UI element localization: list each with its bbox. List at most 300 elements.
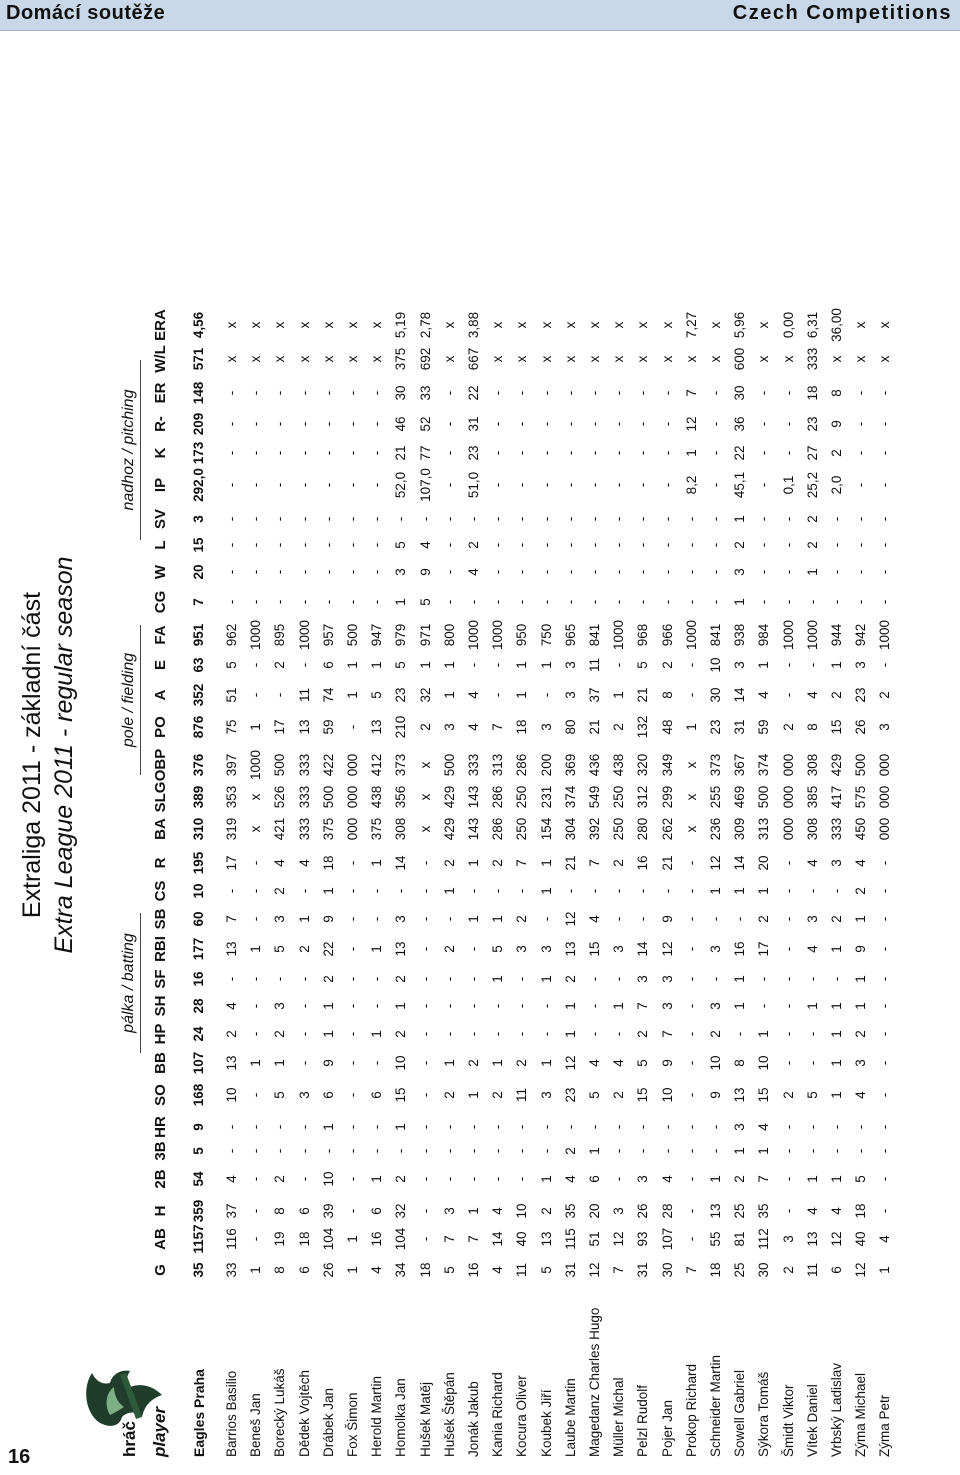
stat-cell: - [345, 516, 360, 522]
stat-cell: - [683, 1031, 699, 1037]
stat-cell: - [345, 1176, 360, 1182]
stat-cell: - [248, 542, 264, 548]
stat-cell: 549 [587, 785, 602, 809]
stat-cell: - [296, 599, 312, 605]
column-header: 3B [152, 1141, 169, 1161]
stat-cell: 2 [853, 887, 869, 895]
stat-cell: - [490, 569, 506, 575]
stat-cell: - [853, 599, 869, 605]
stat-cell: - [490, 1003, 506, 1009]
column-header: ERA [152, 309, 169, 341]
stat-cell: - [756, 976, 772, 982]
stat-cell: 132 [635, 715, 651, 739]
stat-cell: 3 [708, 1002, 723, 1010]
stat-cell: 14 [490, 1231, 506, 1247]
stat-cell: 1 [538, 859, 554, 867]
stat-cell: - [659, 599, 675, 605]
stat-cell: x [417, 825, 433, 833]
stat-cell: - [804, 1148, 820, 1154]
stat-cell: - [466, 976, 481, 982]
stat-cell: 18 [417, 1262, 433, 1278]
stat-cell: 1 [611, 1002, 627, 1010]
stat-cell: 7 [611, 1266, 627, 1274]
stat-cell: 18 [804, 385, 820, 401]
stat-cell: 841 [708, 623, 723, 647]
stat-cell: - [562, 516, 578, 522]
stat-cell: 392 [587, 817, 602, 841]
stat-cell: 438 [611, 753, 627, 777]
stat-cell: - [466, 599, 481, 605]
stat-cell: - [248, 599, 264, 605]
stat-cell: - [877, 450, 893, 456]
stat-cell: - [562, 450, 578, 456]
stat-cell: 9 [659, 915, 675, 923]
stat-cell: 6 [587, 1175, 602, 1183]
stat-cell: 209 [191, 412, 206, 436]
stat-cell: 333 [296, 753, 312, 777]
stat-cell: 1000 [611, 619, 627, 651]
stat-cell: - [369, 888, 385, 894]
stat-cell: - [466, 662, 481, 668]
stat-cell: - [224, 888, 239, 894]
stat-cell: - [635, 599, 651, 605]
stat-cell: 173 [191, 441, 206, 465]
stat-cell: - [780, 692, 796, 698]
stat-cell: 13 [369, 719, 385, 735]
stat-cell: 3 [877, 723, 893, 731]
stat-cell: - [780, 888, 796, 894]
stat-cell: 957 [320, 623, 336, 647]
stat-cell: 304 [562, 817, 578, 841]
stat-cell: 39 [320, 1203, 336, 1219]
stat-cell: - [490, 482, 506, 488]
stat-cell: 10 [708, 1055, 723, 1071]
stat-cell: - [320, 569, 336, 575]
stat-cell: x [320, 321, 336, 329]
stat-cell: - [272, 482, 288, 488]
stat-cell: - [248, 516, 264, 522]
stat-cell: - [853, 390, 869, 396]
stat-cell: 6 [369, 1207, 385, 1215]
stat-cell: 4 [587, 1059, 602, 1067]
stat-cell: 1 [296, 915, 312, 923]
stat-cell: x [611, 321, 627, 329]
stat-cell: - [514, 888, 530, 894]
stat-cell: 352 [191, 683, 206, 707]
stat-cell: x [780, 355, 796, 363]
stat-cell: - [441, 542, 457, 548]
stat-cell: 450 [853, 817, 869, 841]
player-name: Müller Michal [611, 1377, 627, 1457]
stat-cell: 1 [829, 1091, 844, 1099]
player-name: Hušek Matěj [417, 1381, 433, 1457]
stat-cell: - [490, 421, 506, 427]
stat-cell: - [441, 516, 457, 522]
stat-cell: 2 [780, 1266, 796, 1274]
stat-cell: 12 [611, 1231, 627, 1247]
stat-cell: - [369, 516, 385, 522]
stat-cell: 2 [224, 1030, 239, 1038]
column-header: ER [152, 382, 169, 404]
stat-cell: 14 [635, 941, 651, 957]
stat-cell: 2 [441, 945, 457, 953]
stat-cell: 2 [708, 1030, 723, 1038]
stat-cell: 5 [191, 1147, 206, 1155]
stat-cell: 2 [732, 541, 748, 549]
stat-cell: 255 [708, 785, 723, 809]
stat-cell: - [248, 569, 264, 575]
stat-cell: 1 [320, 887, 336, 895]
player-name: Vítek Daniel [804, 1384, 820, 1457]
stat-cell: - [804, 1060, 820, 1066]
stat-cell: x [635, 321, 651, 329]
stat-cell: 2 [659, 661, 675, 669]
stat-cell: 12 [853, 1262, 869, 1278]
stat-cell: 333 [296, 817, 312, 841]
stat-cell: 2 [877, 691, 893, 699]
stat-cell: 7 [224, 915, 239, 923]
column-header: E [152, 660, 169, 671]
stat-cell: - [224, 421, 239, 427]
column-header: HR [152, 1116, 169, 1138]
column-header: R- [152, 416, 169, 432]
stat-cell: - [708, 450, 723, 456]
player-name: Drábek Jan [320, 1387, 336, 1457]
stat-cell: - [562, 421, 578, 427]
stat-cell: - [659, 390, 675, 396]
stat-cell: 25 [732, 1203, 748, 1219]
stat-cell: 1 [514, 661, 530, 669]
stat-cell: 3 [635, 1175, 651, 1183]
player-name: Sowell Gabriel [732, 1369, 748, 1457]
stat-cell: 575 [853, 785, 869, 809]
stat-cell: 2 [829, 449, 844, 457]
stat-cell: - [780, 1176, 796, 1182]
stat-cell: x [441, 321, 457, 329]
stat-cell: - [780, 421, 796, 427]
stat-cell: 143 [466, 785, 481, 809]
stat-cell: 1 [345, 661, 360, 669]
stat-cell: - [441, 421, 457, 427]
stat-cell: 5 [272, 945, 288, 953]
stat-cell: 9 [708, 1091, 723, 1099]
stat-cell: - [562, 888, 578, 894]
player-row [390, 45, 414, 1465]
stat-cell: 2 [320, 975, 336, 983]
stat-cell: 37 [224, 1203, 239, 1219]
stat-cell: 51,0 [466, 471, 481, 499]
stat-cell: 33 [417, 385, 433, 401]
stat-cell: 20 [756, 855, 772, 871]
stat-cell: 51 [224, 687, 239, 703]
player-name: Borecký Lukáš [272, 1368, 288, 1457]
stat-cell: 4 [296, 859, 312, 867]
stat-cell: 19 [272, 1231, 288, 1247]
player-row [221, 45, 245, 1465]
stat-cell: 3 [393, 568, 409, 576]
pitching-group-header: nadhoz / pitching [120, 360, 141, 540]
stat-cell: - [320, 421, 336, 427]
stat-cell: 45,1 [732, 471, 748, 499]
stat-cell: - [780, 1031, 796, 1037]
stat-cell: 526 [272, 785, 288, 809]
stat-cell: 308 [804, 817, 820, 841]
stat-cell: 6,31 [804, 311, 820, 339]
stat-cell: 876 [191, 715, 206, 739]
stat-cell: 31 [732, 719, 748, 735]
player-row [439, 45, 463, 1465]
column-header: CS [152, 880, 169, 902]
stat-cell: 7 [490, 723, 506, 731]
stat-cell: - [683, 1236, 699, 1242]
stat-cell: - [345, 390, 360, 396]
stat-cell: 1000 [248, 619, 264, 651]
stat-cell: - [514, 1003, 530, 1009]
stat-cell: 5 [490, 945, 506, 953]
stat-cell: - [393, 888, 409, 894]
stat-cell: - [417, 1060, 433, 1066]
stat-cell: 1 [248, 1059, 264, 1067]
player-name: Herold Martin [369, 1375, 385, 1457]
stat-cell: - [780, 1003, 796, 1009]
stat-cell: - [611, 1148, 627, 1154]
stat-cell: 356 [393, 785, 409, 809]
stat-cell: - [780, 1124, 796, 1130]
stat-cell: - [466, 1124, 481, 1130]
stat-cell: 6 [320, 1091, 336, 1099]
stat-cell: 950 [514, 623, 530, 647]
player-name: Barrios Basilio [224, 1370, 239, 1457]
stat-cell: - [611, 421, 627, 427]
stat-cell: 1 [756, 887, 772, 895]
stat-cell: - [756, 482, 772, 488]
stat-cell: x [538, 321, 554, 329]
stat-cell: - [514, 1031, 530, 1037]
stat-cell: - [877, 916, 893, 922]
stat-cell: 8 [272, 1207, 288, 1215]
stat-cell: - [635, 421, 651, 427]
stat-cell: 14 [732, 687, 748, 703]
stat-cell: 8 [272, 1266, 288, 1274]
stat-cell: 21 [562, 855, 578, 871]
stat-cell: 500 [320, 785, 336, 809]
stat-cell: 26 [853, 719, 869, 735]
stat-cell: 1 [829, 1175, 844, 1183]
stat-cell: 1 [320, 1030, 336, 1038]
stat-cell: - [756, 599, 772, 605]
stat-cell: 3 [780, 1235, 796, 1243]
player-name: Pelzl Rudolf [635, 1384, 651, 1457]
stat-cell: 286 [490, 817, 506, 841]
stat-cell: - [514, 390, 530, 396]
stat-cell: 292,0 [191, 468, 206, 502]
stat-cell: - [877, 421, 893, 427]
stat-cell: - [490, 1031, 506, 1037]
column-header: SLG [152, 781, 169, 813]
stat-cell: - [490, 1148, 506, 1154]
stat-cell: - [587, 569, 602, 575]
stat-cell: 26 [320, 1262, 336, 1278]
stat-cell: - [369, 599, 385, 605]
stat-cell: - [877, 946, 893, 952]
stat-cell: 1 [345, 1235, 360, 1243]
stat-cell: - [296, 1124, 312, 1130]
stat-cell: x [272, 321, 288, 329]
stat-cell: 74 [320, 687, 336, 703]
stat-cell: - [877, 1148, 893, 1154]
stat-cell: 14 [732, 855, 748, 871]
stat-cell: 2 [611, 859, 627, 867]
column-header: G [152, 1264, 169, 1276]
stat-cell: 1 [393, 1002, 409, 1010]
stat-cell: - [877, 1060, 893, 1066]
stat-cell: - [756, 569, 772, 575]
stat-cell: 984 [756, 623, 772, 647]
stat-cell: 600 [732, 347, 748, 371]
stat-cell: - [804, 1124, 820, 1130]
column-header: RBI [152, 936, 169, 962]
stat-cell: - [248, 421, 264, 427]
stat-cell: x [587, 355, 602, 363]
stat-cell: - [272, 1124, 288, 1130]
stat-cell: - [877, 542, 893, 548]
stat-cell: x [877, 321, 893, 329]
stat-cell: 1000 [248, 749, 264, 781]
stat-cell: 231 [538, 785, 554, 809]
stat-cell: - [248, 1092, 264, 1098]
stat-cell: - [780, 662, 796, 668]
stat-cell: x [514, 355, 530, 363]
player-row [753, 45, 777, 1465]
stat-cell: - [224, 542, 239, 548]
stat-cell: - [659, 569, 675, 575]
stat-cell: - [296, 976, 312, 982]
stat-cell: - [635, 569, 651, 575]
player-row [487, 45, 511, 1465]
player-name: Kania Richard [490, 1372, 506, 1457]
stat-cell: - [683, 916, 699, 922]
stat-cell: 359 [191, 1199, 206, 1223]
stat-cell: 104 [393, 1227, 409, 1251]
stat-cell: 6 [829, 1266, 844, 1274]
stat-cell: - [683, 1060, 699, 1066]
stat-cell: 11 [587, 658, 602, 673]
player-name: Jonák Jakub [466, 1381, 481, 1457]
stat-cell: - [490, 516, 506, 522]
stat-cell: - [756, 516, 772, 522]
stat-cell: 2 [804, 541, 820, 549]
stat-cell: 320 [635, 753, 651, 777]
stat-cell: 5 [369, 691, 385, 699]
stat-cell: 200 [538, 753, 554, 777]
stat-cell: 52 [417, 416, 433, 432]
stat-cell: - [635, 390, 651, 396]
player-row [874, 45, 898, 1465]
stat-cell: - [248, 916, 264, 922]
stat-cell: 21 [635, 687, 651, 703]
page-number: 16 [8, 1446, 31, 1468]
stat-cell: 1 [441, 691, 457, 699]
stat-cell: 148 [191, 381, 206, 405]
stat-cell: 250 [611, 817, 627, 841]
stat-cell: 1 [732, 1147, 748, 1155]
player-name: Sýkora Tomáš [756, 1371, 772, 1457]
stat-cell: 375 [369, 817, 385, 841]
stat-cell: 15 [191, 537, 206, 553]
stat-cell: 13 [708, 1203, 723, 1219]
stat-cell: - [369, 1148, 385, 1154]
stat-cell: 286 [514, 753, 530, 777]
stat-cell: - [224, 450, 239, 456]
stat-cell: 18 [853, 1203, 869, 1219]
stat-cell: 5 [417, 598, 433, 606]
stat-cell: - [514, 976, 530, 982]
stat-cell: 26 [635, 1203, 651, 1219]
stat-cell: 2 [829, 691, 844, 699]
stat-cell: 10 [320, 1171, 336, 1187]
stat-cell: 6 [296, 1266, 312, 1274]
stat-cell: - [248, 662, 264, 668]
stat-cell: 23 [466, 445, 481, 461]
stat-cell: - [514, 516, 530, 522]
stat-cell: - [659, 542, 675, 548]
stat-cell: 2 [780, 723, 796, 731]
stat-cell: 13 [224, 1055, 239, 1071]
stat-cell: - [320, 390, 336, 396]
stat-cell: - [490, 1176, 506, 1182]
stat-cell: x [708, 355, 723, 363]
stat-cell: - [490, 888, 506, 894]
stat-cell: 1000 [877, 619, 893, 651]
stat-cell: - [272, 421, 288, 427]
stat-cell: 2 [393, 975, 409, 983]
stat-cell: 8 [732, 1059, 748, 1067]
stat-cell: 1 [756, 1030, 772, 1038]
stat-cell: - [417, 1208, 433, 1214]
stat-cell: - [635, 888, 651, 894]
stat-cell: - [466, 888, 481, 894]
stat-cell: - [369, 916, 385, 922]
stat-cell: - [466, 1176, 481, 1182]
stat-cell: - [320, 516, 336, 522]
stat-cell: 1 [466, 1207, 481, 1215]
stat-cell: 2 [490, 1091, 506, 1099]
stat-cell: 21 [587, 719, 602, 735]
stat-cell: - [877, 482, 893, 488]
stat-cell: - [683, 1092, 699, 1098]
stat-cell: 1000 [466, 619, 481, 651]
stat-cell: 2 [562, 975, 578, 983]
stat-cell: - [248, 976, 264, 982]
stat-cell: - [369, 390, 385, 396]
stat-cell: 9 [417, 568, 433, 576]
stat-cell: - [296, 482, 312, 488]
player-name: Laube Martin [562, 1378, 578, 1457]
stat-cell: 308 [804, 753, 820, 777]
stat-cell: 22 [320, 941, 336, 957]
stat-cell: 9 [320, 1059, 336, 1067]
stat-cell: - [248, 1124, 264, 1130]
stat-cell: 24 [191, 1026, 206, 1042]
stat-cell: 22 [732, 445, 748, 461]
stat-cell: 9 [191, 1123, 206, 1131]
stat-cell: - [780, 946, 796, 952]
stat-cell: 7 [635, 1002, 651, 1010]
stat-cell: x [490, 321, 506, 329]
stat-cell: - [538, 692, 554, 698]
stat-cell: 10 [708, 657, 723, 673]
stat-cell: 7 [587, 859, 602, 867]
